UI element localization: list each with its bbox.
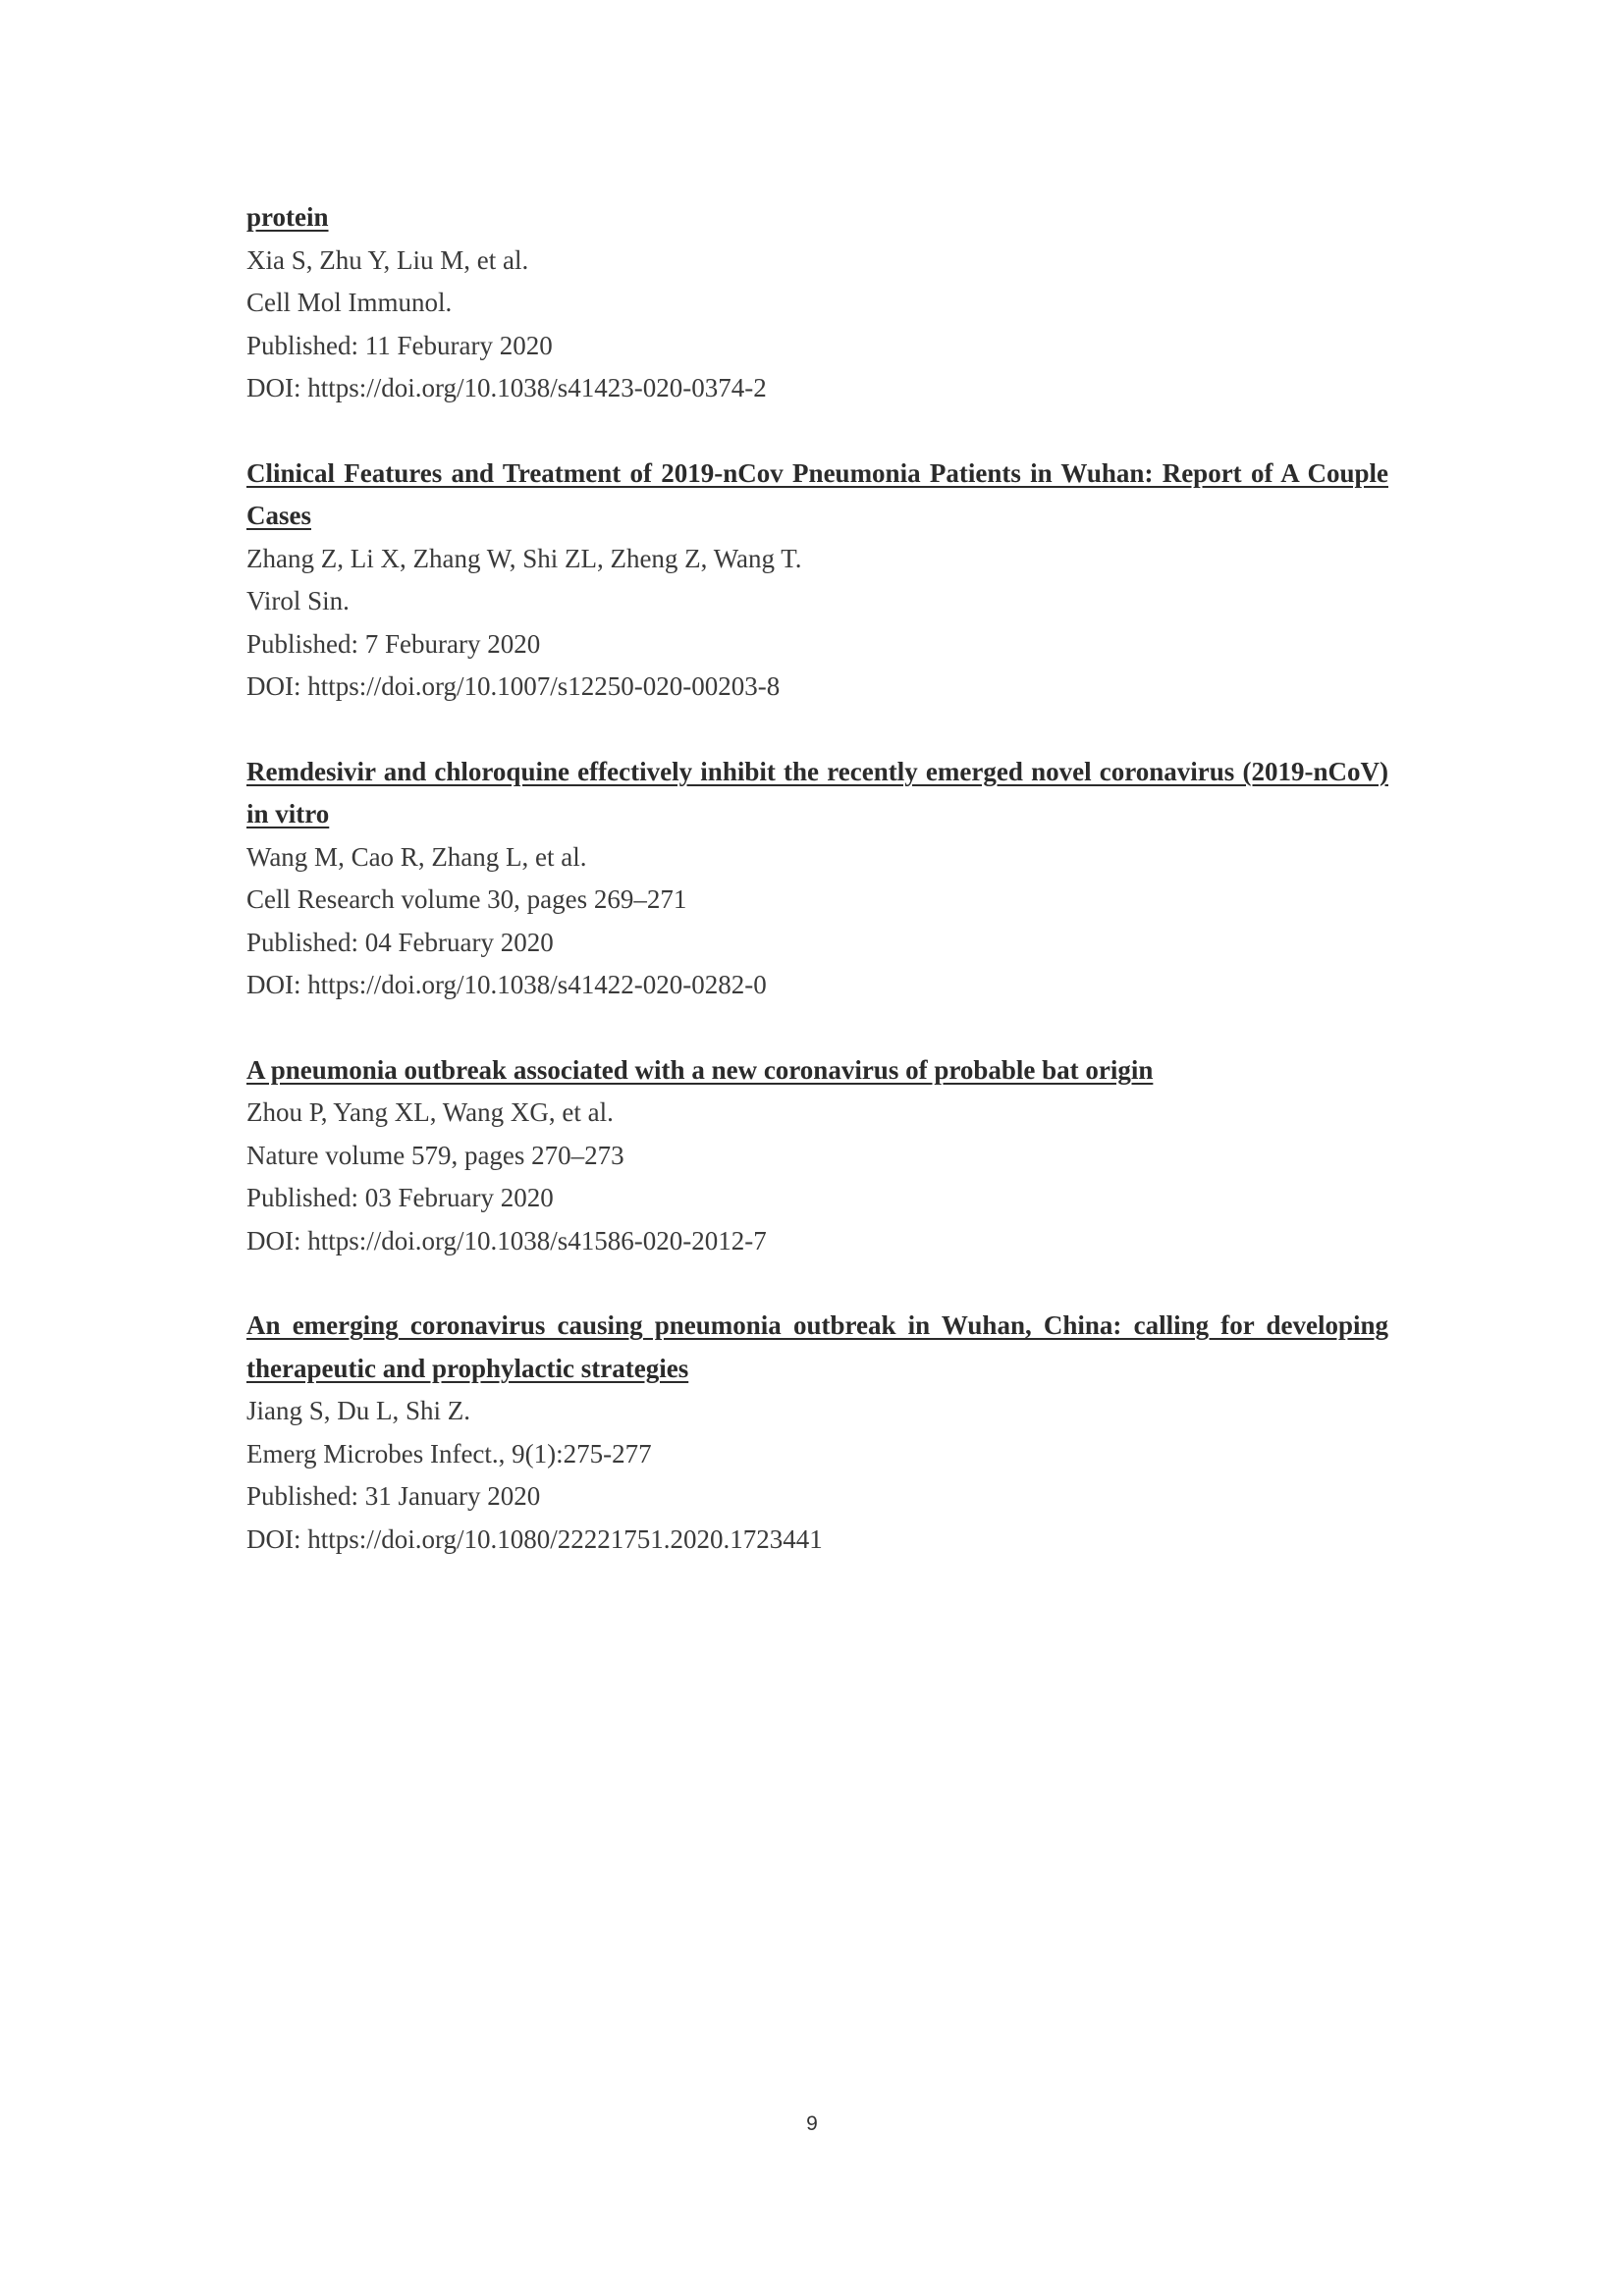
reference-authors: Wang M, Cao R, Zhang L, et al. bbox=[246, 841, 587, 872]
reference-journal: Emerg Microbes Infect., 9(1):275-277 bbox=[246, 1438, 652, 1468]
reference-authors: Zhou P, Yang XL, Wang XG, et al. bbox=[246, 1097, 614, 1127]
reference-title[interactable]: An emerging coronavirus causing pneumonia outbreak in Wuhan, China: calling for developing therapeutic and prophylactic strategies bbox=[246, 1310, 1388, 1383]
page-number: 9 bbox=[806, 2112, 818, 2135]
reference-title[interactable]: protein bbox=[246, 202, 329, 232]
reference-doi: DOI: https://doi.org/10.1007/s12250-020-00203-8 bbox=[246, 671, 781, 701]
reference-authors: Jiang S, Du L, Shi Z. bbox=[246, 1396, 471, 1425]
reference-doi: DOI: https://doi.org/10.1038/s41586-020-2012-7 bbox=[246, 1225, 767, 1255]
reference-doi: DOI: https://doi.org/10.1080/22221751.2020.1723441 bbox=[246, 1523, 823, 1554]
reference-doi: DOI: https://doi.org/10.1038/s41422-020-0282-0 bbox=[246, 970, 767, 999]
reference-entry bbox=[246, 196, 1388, 410]
reference-published: Published: 03 February 2020 bbox=[246, 1183, 554, 1212]
reference-authors: Xia S, Zhu Y, Liu M, et al. bbox=[246, 244, 529, 275]
reference-published: Published: 31 January 2020 bbox=[246, 1481, 541, 1511]
reference-title[interactable]: Remdesivir and chloroquine effectively inhibit the recently emerged novel coronavirus (2019-nCoV) in vitro bbox=[246, 756, 1388, 828]
reference-published: Published: 11 Feburary 2020 bbox=[246, 330, 553, 360]
reference-list bbox=[246, 196, 1388, 1603]
reference-published: Published: 7 Feburary 2020 bbox=[246, 628, 541, 659]
reference-published: Published: 04 February 2020 bbox=[246, 927, 554, 957]
reference-journal: Virol Sin. bbox=[246, 586, 350, 615]
reference-title[interactable]: A pneumonia outbreak associated with a new coronavirus of probable bat origin bbox=[246, 1054, 1154, 1085]
reference-title[interactable]: Clinical Features and Treatment of 2019-nCov Pneumonia Patients in Wuhan: Report of A Couple Cases bbox=[246, 457, 1388, 530]
reference-doi: DOI: https://doi.org/10.1038/s41423-020-0374-2 bbox=[246, 373, 767, 402]
reference-journal: Cell Research volume 30, pages 269–271 bbox=[246, 884, 687, 914]
reference-entry bbox=[246, 1305, 1388, 1561]
reference-entry bbox=[246, 751, 1388, 1007]
reference-authors: Zhang Z, Li X, Zhang W, Shi ZL, Zheng Z, Wang T. bbox=[246, 543, 802, 573]
reference-journal: Nature volume 579, pages 270–273 bbox=[246, 1140, 624, 1170]
reference-journal: Cell Mol Immunol. bbox=[246, 288, 453, 317]
reference-entry bbox=[246, 453, 1388, 709]
reference-entry bbox=[246, 1049, 1388, 1263]
